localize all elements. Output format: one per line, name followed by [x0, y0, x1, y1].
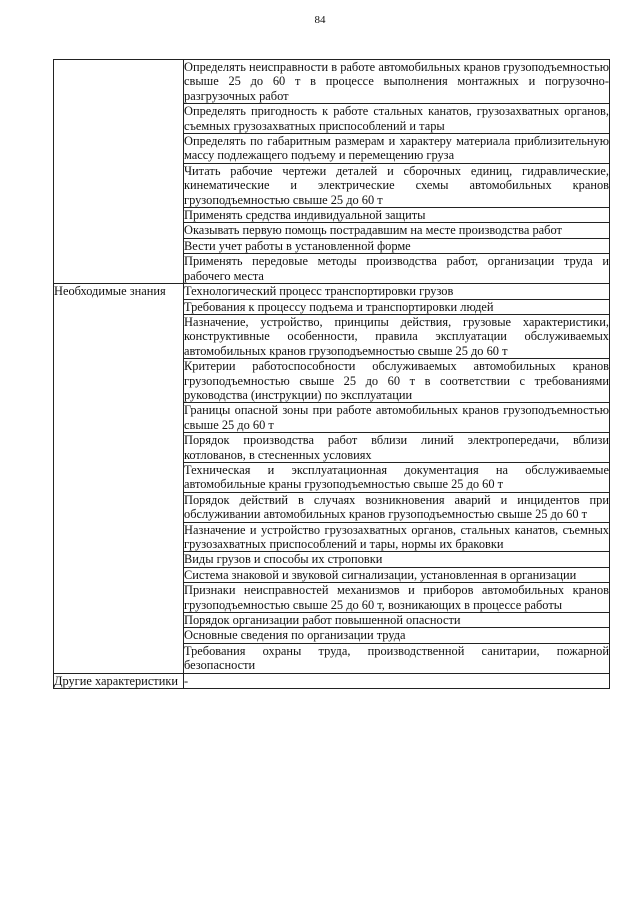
requirement-cell: Применять передовые методы производства работ, организации труда и рабочего места [184, 254, 609, 283]
requirement-cell: Назначение, устройство, принципы действия, грузовые характеристики, конструктивные особенности, правила эксплуатации обслуживаемых автомобильных кранов грузоподъемностью свыше 25 до 60 т [184, 314, 609, 358]
table-row [54, 673, 610, 688]
requirement-cell: Читать рабочие чертежи деталей и сборочных единиц, гидравлические, кинематические и электрические схемы автомобильных кранов грузоподъемностью свыше 25 до 60 т [184, 163, 609, 207]
table-row [54, 60, 610, 104]
requirement-cell: Система знаковой и звуковой сигнализации, установленная в организации [184, 567, 610, 582]
requirement-cell: Требования охраны труда, производственной санитарии, пожарной безопасности [184, 643, 609, 673]
requirement-cell: - [184, 673, 610, 688]
qualification-table [53, 59, 610, 689]
requirement-cell: Порядок действий в случаях возникновения аварий и инцидентов при обслуживании автомобильных кранов грузоподъемностью свыше 25 до 60 т [184, 492, 609, 522]
requirement-cell: Порядок производства работ вблизи линий электропередачи, вблизи котлованов, в стесненных условиях [184, 433, 609, 462]
requirement-cell: Технологический процесс транспортировки грузов [184, 284, 610, 299]
requirement-cell: Оказывать первую помощь пострадавшим на месте производства работ [184, 223, 610, 238]
requirement-cell: Основные сведения по организации труда [184, 628, 610, 643]
requirement-cell: Границы опасной зоны при работе автомобильных кранов грузоподъемностью свыше 25 до 60 т [184, 403, 609, 432]
section-label: Другие характеристики [54, 673, 184, 688]
requirement-cell: Назначение и устройство грузозахватных органов, стальных канатов, съемных грузозахватных приспособлений и тары, нормы их браковки [184, 522, 609, 551]
table-row [54, 284, 610, 299]
requirement-cell: Критерии работоспособности обслуживаемых автомобильных кранов грузоподъемностью свыше 25 до 60 т в соответствии с требованиями руководства (инструкции) по эксплуатации [184, 359, 609, 402]
section-label: Необходимые знания [54, 284, 184, 674]
section-label [54, 60, 184, 284]
requirement-cell: Определять по габаритным размерам и характеру материала приблизительную массу подлежащего подъему и перемещению груза [184, 134, 609, 163]
requirement-cell: Определять пригодность к работе стальных канатов, грузозахватных органов, съемных грузозахватных приспособлений и тары [184, 104, 609, 133]
requirement-cell: Признаки неисправностей механизмов и приборов автомобильных кранов грузоподъемностью свыше 25 до 60 т, возникающих в процессе работы [184, 583, 609, 612]
requirement-cell: Применять средства индивидуальной защиты [184, 208, 610, 223]
requirement-cell: Определять неисправности в работе автомобильных кранов грузоподъемностью свыше 25 до 60 т в процессе выполнения монтажных и погрузочно-разгрузочных работ [184, 60, 609, 103]
page-number: 84 [314, 14, 326, 26]
requirement-cell: Техническая и эксплуатационная документация на обслуживаемые автомобильные краны грузоподъемностью свыше 25 до 60 т [184, 462, 609, 492]
requirement-cell: Порядок организации работ повышенной опасности [184, 613, 610, 628]
requirement-cell: Виды грузов и способы их строповки [184, 552, 610, 567]
requirement-cell: Вести учет работы в установленной форме [184, 238, 610, 253]
requirement-cell: Требования к процессу подъема и транспортировки людей [184, 299, 610, 314]
